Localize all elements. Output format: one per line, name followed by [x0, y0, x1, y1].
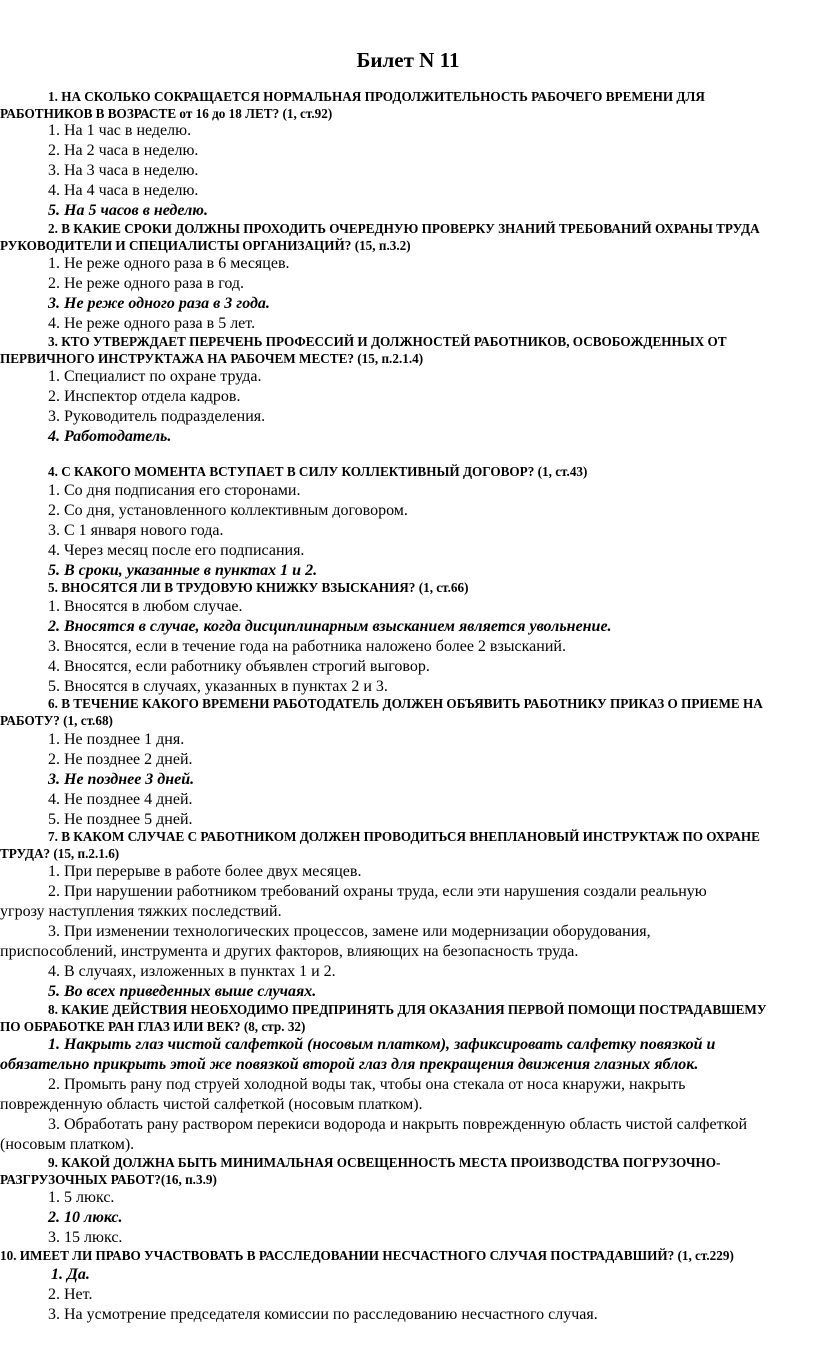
answer-option: 2. Не позднее 2 дней.	[48, 751, 193, 768]
question-text: 3. КТО УТВЕРЖДАЕТ ПЕРЕЧЕНЬ ПРОФЕССИЙ И ДОЛЖНОСТЕЙ РАБОТНИКОВ, ОСВОБОЖДЕННЫХ ОТ	[48, 334, 727, 349]
question-6	[0, 695, 812, 729]
question-text-cont: ТРУДА? (15, п.2.1.6)	[0, 846, 120, 861]
answer-option: 5. Вносятся в случаях, указанных в пунктах 2 и 3.	[48, 678, 388, 695]
answer-option: 1. Не позднее 1 дня.	[48, 731, 185, 748]
answer-option: 2. Промыть рану под струей холодной воды так, чтобы она стекала от носа кнаружи, накрыть	[48, 1076, 686, 1093]
answer-option: 4. Не позднее 4 дней.	[48, 791, 193, 808]
answer-option: 3. Обработать рану раствором перекиси водорода и накрыть поврежденную область чистой салфеткой	[48, 1116, 748, 1133]
correct-answer-option: 1. Накрыть глаз чистой салфеткой (носовым платком), зафиксировать салфетку повязкой и	[48, 1036, 716, 1053]
answer-option-cont: приспособлений, инструмента и других факторов, влияющих на безопасность труда.	[0, 943, 579, 960]
question-text-cont: РАБОТНИКОВ В ВОЗРАСТЕ от 16 до 18 ЛЕТ? (1, ст.92)	[0, 106, 333, 121]
question-text-cont: ПЕРВИЧНОГО ИНСТРУКТАЖА НА РАБОЧЕМ МЕСТЕ? (15, п.2.1.4)	[0, 351, 424, 366]
answer-option: 1. При перерыве в работе более двух месяцев.	[48, 863, 362, 880]
answer-option: 1. Вносятся в любом случае.	[48, 598, 243, 615]
answer-option: 5. Не позднее 5 дней.	[48, 811, 193, 828]
answer-option: 4. Через месяц после его подписания.	[48, 542, 305, 559]
answer-option: 2. На 2 часа в неделю.	[48, 142, 199, 159]
question-8	[0, 1001, 812, 1035]
answer-option: 3. На 3 часа в неделю.	[48, 162, 199, 179]
answer-option: 2. Нет.	[48, 1286, 93, 1303]
question-text: 4. С КАКОГО МОМЕНТА ВСТУПАЕТ В СИЛУ КОЛЛЕКТИВНЫЙ ДОГОВОР? (1, ст.43)	[48, 464, 588, 479]
question-text: 7. В КАКОМ СЛУЧАЕ С РАБОТНИКОМ ДОЛЖЕН ПРОВОДИТЬСЯ ВНЕПЛАНОВЫЙ ИНСТРУКТАЖ ПО ОХРАНЕ	[48, 829, 760, 844]
question-text-cont: РУКОВОДИТЕЛИ И СПЕЦИАЛИСТЫ ОРГАНИЗАЦИЙ? (15, п.3.2)	[0, 238, 411, 253]
question-text-cont: РАЗГРУЗОЧНЫХ РАБОТ?(16, п.3.9)	[0, 1172, 217, 1187]
question-text-cont: ПО ОБРАБОТКЕ РАН ГЛАЗ ИЛИ ВЕК? (8, стр. 32)	[0, 1019, 306, 1034]
correct-answer-option: 4. Работодатель.	[48, 428, 172, 445]
answer-option-cont: поврежденную область чистой салфеткой (носовым платком).	[0, 1096, 423, 1113]
answer-option: 3. При изменении технологических процессов, замене или модернизации оборудования,	[48, 923, 651, 940]
answer-option: 1. 5 люкс.	[48, 1189, 115, 1206]
answer-option: 3. Вносятся, если в течение года на работника наложено более 2 взысканий.	[48, 638, 566, 655]
answer-option: 3. 15 люкс.	[48, 1229, 123, 1246]
answer-option: 1. Специалист по охране труда.	[48, 368, 262, 385]
question-text-cont: РАБОТУ? (1, ст.68)	[0, 713, 113, 728]
correct-answer-option: 2. 10 люкс.	[48, 1209, 123, 1226]
question-7	[0, 828, 812, 862]
question-1	[0, 88, 812, 122]
answer-option: 1. Со дня подписания его сторонами.	[48, 482, 301, 499]
answer-option: 4. Не реже одного раза в 5 лет.	[48, 315, 256, 332]
answer-option: 3. С 1 января нового года.	[48, 522, 224, 539]
question-3	[0, 333, 812, 367]
answer-option-cont: (носовым платком).	[0, 1136, 135, 1153]
question-text: 8. КАКИЕ ДЕЙСТВИЯ НЕОБХОДИМО ПРЕДПРИНЯТЬ ДЛЯ ОКАЗАНИЯ ПЕРВОЙ ПОМОЩИ ПОСТРАДАВШЕМУ	[48, 1002, 767, 1017]
correct-answer-option: 3. Не позднее 3 дней.	[48, 771, 195, 788]
question-text: 6. В ТЕЧЕНИЕ КАКОГО ВРЕМЕНИ РАБОТОДАТЕЛЬ ДОЛЖЕН ОБЪЯВИТЬ РАБОТНИКУ ПРИКАЗ О ПРИЕМЕ НА	[48, 696, 763, 711]
answer-option: 4. На 4 часа в неделю.	[48, 182, 199, 199]
answer-option: 4. Вносятся, если работнику объявлен строгий выговор.	[48, 658, 430, 675]
question-4	[0, 463, 812, 480]
correct-answer-option: 1. Да.	[51, 1266, 90, 1283]
answer-option: 3. Руководитель подразделения.	[48, 408, 266, 425]
answer-option: 2. Со дня, установленного коллективным договором.	[48, 502, 408, 519]
answer-option: 1. На 1 час в неделю.	[48, 122, 192, 139]
correct-answer-option: 3. Не реже одного раза в 3 года.	[48, 295, 270, 312]
answer-option: 2. При нарушении работником требований охраны труда, если эти нарушения создали реальную	[48, 883, 707, 900]
ticket-title: Билет N 11	[356, 48, 460, 72]
answer-option: 2. Не реже одного раза в год.	[48, 275, 245, 292]
question-10	[0, 1247, 812, 1264]
question-2	[0, 220, 812, 254]
answer-option: 4. В случаях, изложенных в пунктах 1 и 2.	[48, 963, 336, 980]
correct-answer-option: 5. Во всех приведенных выше случаях.	[48, 983, 317, 1000]
question-text: 5. ВНОСЯТСЯ ЛИ В ТРУДОВУЮ КНИЖКУ ВЗЫСКАНИЯ? (1, ст.66)	[48, 580, 469, 595]
question-text: 9. КАКОЙ ДОЛЖНА БЫТЬ МИНИМАЛЬНАЯ ОСВЕЩЕННОСТЬ МЕСТА ПРОИЗВОДСТВА ПОГРУЗОЧНО-	[48, 1155, 721, 1170]
answer-option: 3. На усмотрение председателя комиссии по расследованию несчастного случая.	[48, 1306, 598, 1323]
question-text: 2. В КАКИЕ СРОКИ ДОЛЖНЫ ПРОХОДИТЬ ОЧЕРЕДНУЮ ПРОВЕРКУ ЗНАНИЙ ТРЕБОВАНИЙ ОХРАНЫ ТРУДА	[48, 221, 760, 236]
question-5	[0, 579, 812, 596]
answer-option-cont: угрозу наступления тяжких последствий.	[0, 903, 282, 920]
question-text: 10. ИМЕЕТ ЛИ ПРАВО УЧАСТВОВАТЬ В РАССЛЕДОВАНИИ НЕСЧАСТНОГО СЛУЧАЯ ПОСТРАДАВШИЙ? (1, ст.229)	[0, 1248, 734, 1263]
question-text: 1. НА СКОЛЬКО СОКРАЩАЕТСЯ НОРМАЛЬНАЯ ПРОДОЛЖИТЕЛЬНОСТЬ РАБОЧЕГО ВРЕМЕНИ ДЛЯ	[48, 89, 705, 104]
correct-answer-option: 5. В сроки, указанные в пунктах 1 и 2.	[48, 562, 318, 579]
correct-answer-option-cont: обязательно прикрыть этой же повязкой второй глаз для прекращения движения глазных яблок.	[0, 1056, 699, 1073]
answer-option: 2. Инспектор отдела кадров.	[48, 388, 241, 405]
correct-answer-option: 5. На 5 часов в неделю.	[48, 202, 208, 219]
question-9	[0, 1154, 812, 1188]
answer-option: 1. Не реже одного раза в 6 месяцев.	[48, 255, 290, 272]
correct-answer-option: 2. Вносятся в случае, когда дисциплинарным взысканием является увольнение.	[48, 618, 612, 635]
